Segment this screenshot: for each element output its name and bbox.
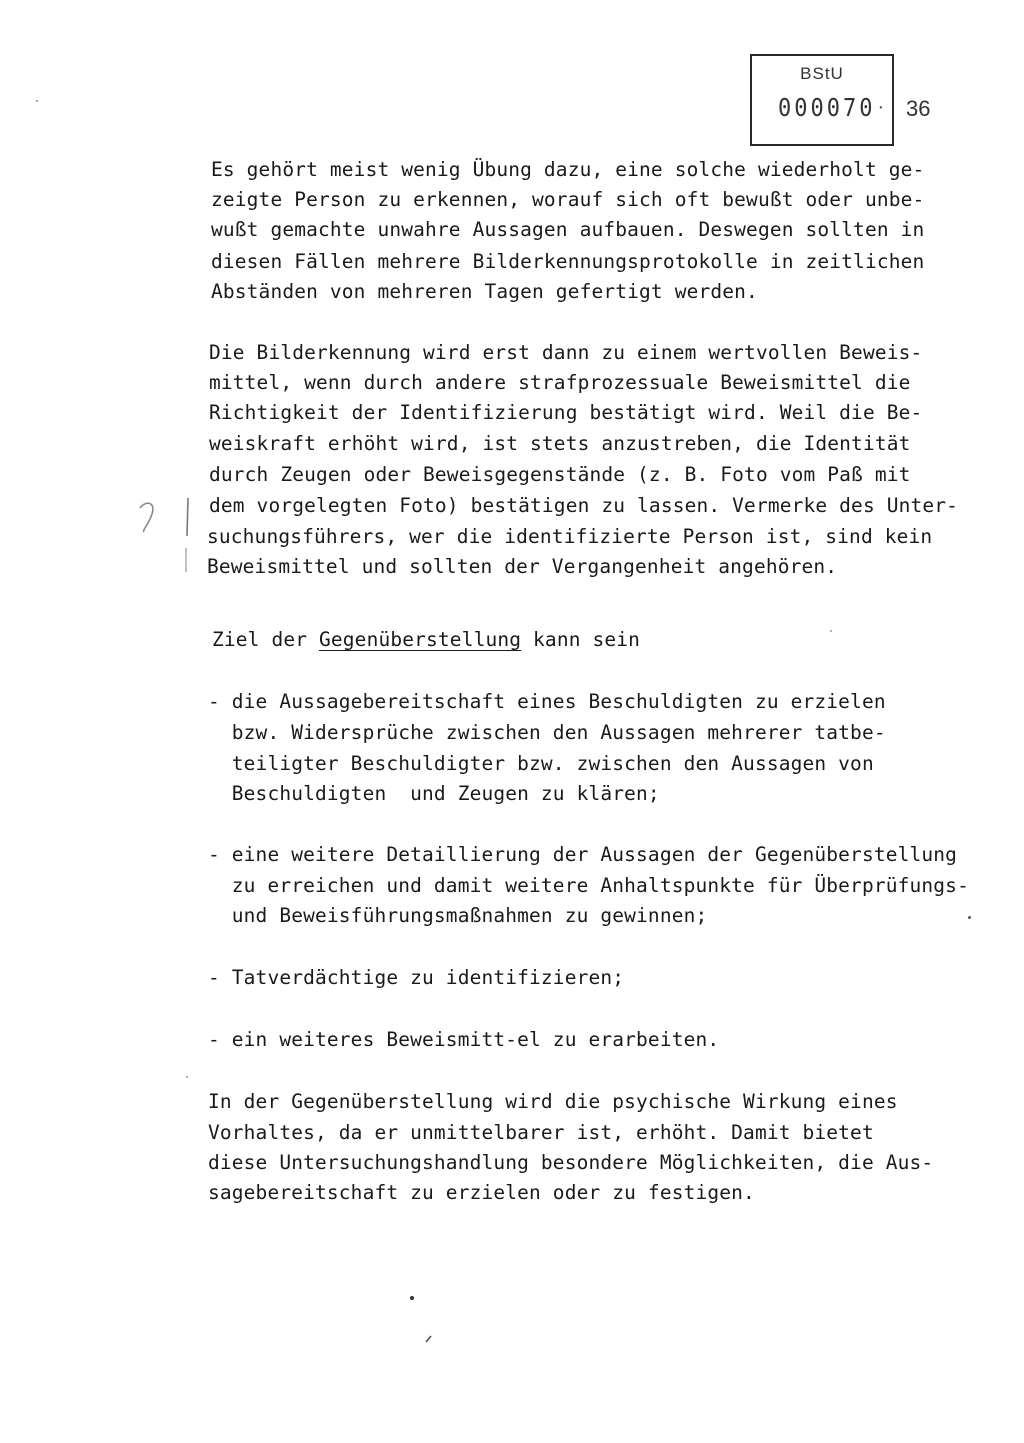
paragraph2-line: weiskraft erhöht wird, ist stets anzustreben, die Identität	[209, 432, 911, 455]
scan-mark	[424, 1334, 434, 1344]
paragraph1-line: zeigte Person zu erkennen, worauf sich oft bewußt oder unbe-	[211, 188, 925, 211]
paragraph2-line: Beweismittel und sollten der Vergangenheit angehören.	[207, 555, 838, 578]
list-item-line: Beschuldigten und Zeugen zu klären;	[208, 782, 660, 805]
paragraph2-line: dem vorgelegten Foto) bestätigen zu lassen. Vermerke des Unter-	[209, 494, 959, 517]
paragraph2-line: Richtigkeit der Identifizierung bestätigt wird. Weil die Be-	[209, 401, 923, 424]
list-item-line: bzw. Widersprüche zwischen den Aussagen mehrerer tatbe-	[208, 721, 886, 744]
paragraph2-line: Die Bilderkennung wird erst dann zu einem wertvollen Beweis-	[209, 341, 923, 364]
paragraph1-line: diesen Fällen mehrere Bilderkennungsprotokolle in zeitlichen	[211, 250, 925, 273]
heading-underlined-term: Gegenüberstellung	[319, 628, 522, 651]
stamp-number: 000070	[778, 94, 876, 123]
list-item-line: - Tatverdächtige zu identifizieren;	[208, 966, 625, 989]
paragraph1-line: Abständen von mehreren Tagen gefertigt werden.	[211, 280, 758, 303]
list-item-line: - eine weitere Detaillierung der Aussagen der Gegenüberstellung	[208, 843, 958, 866]
paragraph3-line: Vorhaltes, da er unmittelbarer ist, erhöht. Damit bietet	[208, 1121, 874, 1144]
section-heading	[212, 630, 640, 650]
handwritten-margin-mark	[134, 496, 204, 576]
paragraph2-line: durch Zeugen oder Beweisgegenstände (z. B. Foto vom Paß mit	[209, 463, 911, 486]
stamp-organization: BStU	[800, 64, 844, 83]
list-item-line: - ein weiteres Beweismitt-el zu erarbeiten.	[208, 1028, 720, 1051]
paragraph1-line: Es gehört meist wenig Übung dazu, eine solche wiederholt ge-	[211, 158, 925, 181]
paragraph1-line: wußt gemachte unwahre Aussagen aufbauen. Deswegen sollten in	[211, 218, 925, 241]
paragraph3-line: In der Gegenüberstellung wird die psychische Wirkung eines	[208, 1090, 898, 1113]
paragraph3-line: diese Untersuchungshandlung besondere Möglichkeiten, die Aus-	[208, 1151, 934, 1174]
list-item-line: und Beweisführungsmaßnahmen zu gewinnen;	[208, 904, 708, 927]
scan-speck	[36, 100, 38, 102]
heading-suffix: kann sein	[521, 628, 641, 651]
list-item-line: - die Aussagebereitschaft eines Beschuldigten zu erzielen	[208, 690, 886, 713]
scan-speck	[410, 1296, 414, 1300]
paragraph3-line: sagebereitschaft zu erzielen oder zu festigen.	[208, 1181, 755, 1204]
scan-speck	[186, 1076, 188, 1078]
list-item-line: teiligter Beschuldigter bzw. zwischen den Aussagen von	[208, 752, 874, 775]
paragraph2-line: mittel, wenn durch andere strafprozessuale Beweismittel die	[209, 371, 911, 394]
page-mark: ·	[876, 98, 886, 117]
list-item-line: zu erreichen und damit weitere Anhaltspunkte für Überprüfungs-	[208, 874, 969, 897]
scan-speck	[830, 630, 832, 632]
paragraph2-line: suchungsführers, wer die identifizierte Person ist, sind kein	[207, 525, 933, 548]
archive-stamp	[750, 54, 894, 146]
heading-prefix: Ziel der	[212, 628, 320, 651]
scan-speck	[968, 916, 971, 919]
page-number: 36	[906, 96, 931, 121]
